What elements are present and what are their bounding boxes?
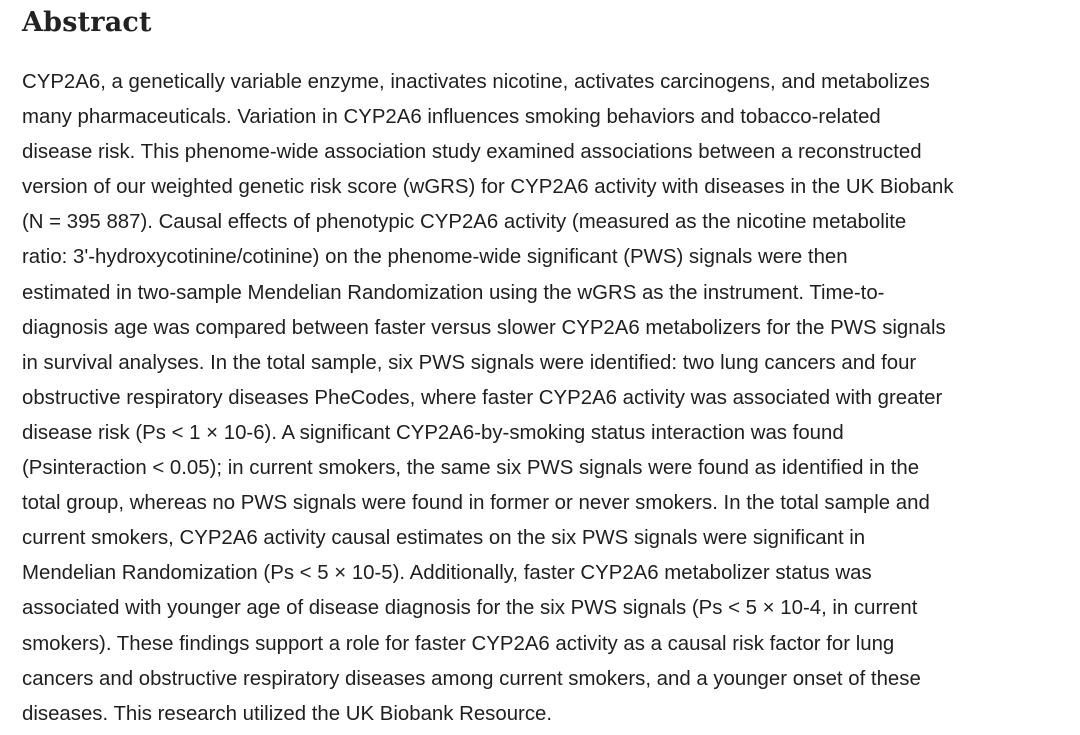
abstract-line: estimated in two-sample Mendelian Randomization using the wGRS as the instrument. Time-to- — [22, 281, 885, 304]
abstract-section — [22, 0, 1067, 732]
abstract-line: diagnosis age was compared between faster versus slower CYP2A6 metabolizers for the PWS signals — [22, 316, 946, 339]
abstract-line: version of our weighted genetic risk score (wGRS) for CYP2A6 activity with diseases in the UK Biobank — [22, 176, 954, 199]
abstract-line: (N = 395 887). Causal effects of phenotypic CYP2A6 activity (measured as the nicotine metabolite — [22, 211, 907, 234]
abstract-line: ratio: 3'-hydroxycotinine/cotinine) on the phenome-wide significant (PWS) signals were then — [22, 246, 848, 269]
abstract-line: (Psinteraction < 0.05); in current smokers, the same six PWS signals were found as identified in the — [22, 457, 920, 480]
abstract-line: smokers). These findings support a role for faster CYP2A6 activity as a causal risk factor for lung — [22, 632, 895, 655]
abstract-line: diseases. This research utilized the UK Biobank Resource. — [22, 702, 553, 725]
abstract-line: in survival analyses. In the total sample, six PWS signals were identified: two lung cancers and four — [22, 351, 917, 374]
abstract-text — [22, 65, 1062, 732]
abstract-line: disease risk (Ps < 1 × 10-6). A significant CYP2A6-by-smoking status interaction was found — [22, 421, 844, 444]
abstract-line: disease risk. This phenome-wide association study examined associations between a reconstructed — [22, 141, 922, 164]
abstract-line: CYP2A6, a genetically variable enzyme, inactivates nicotine, activates carcinogens, and metabolizes — [22, 71, 930, 93]
abstract-line: current smokers, CYP2A6 activity causal estimates on the six PWS signals were significant in — [22, 527, 866, 550]
abstract-line: obstructive respiratory diseases PheCodes, where faster CYP2A6 activity was associated with greater — [22, 386, 943, 409]
abstract-line: many pharmaceuticals. Variation in CYP2A6 influences smoking behaviors and tobacco-related — [22, 106, 881, 129]
abstract-line: cancers and obstructive respiratory diseases among current smokers, and a younger onset of these — [22, 667, 921, 690]
abstract-line: Mendelian Randomization (Ps < 5 × 10-5). Additionally, faster CYP2A6 metabolizer status was — [22, 562, 872, 585]
abstract-line: associated with younger age of disease diagnosis for the six PWS signals (Ps < 5 × 10-4, in current — [22, 597, 918, 620]
section-heading: Abstract — [22, 7, 152, 38]
abstract-line: total group, whereas no PWS signals were found in former or never smokers. In the total sample and — [22, 492, 930, 515]
